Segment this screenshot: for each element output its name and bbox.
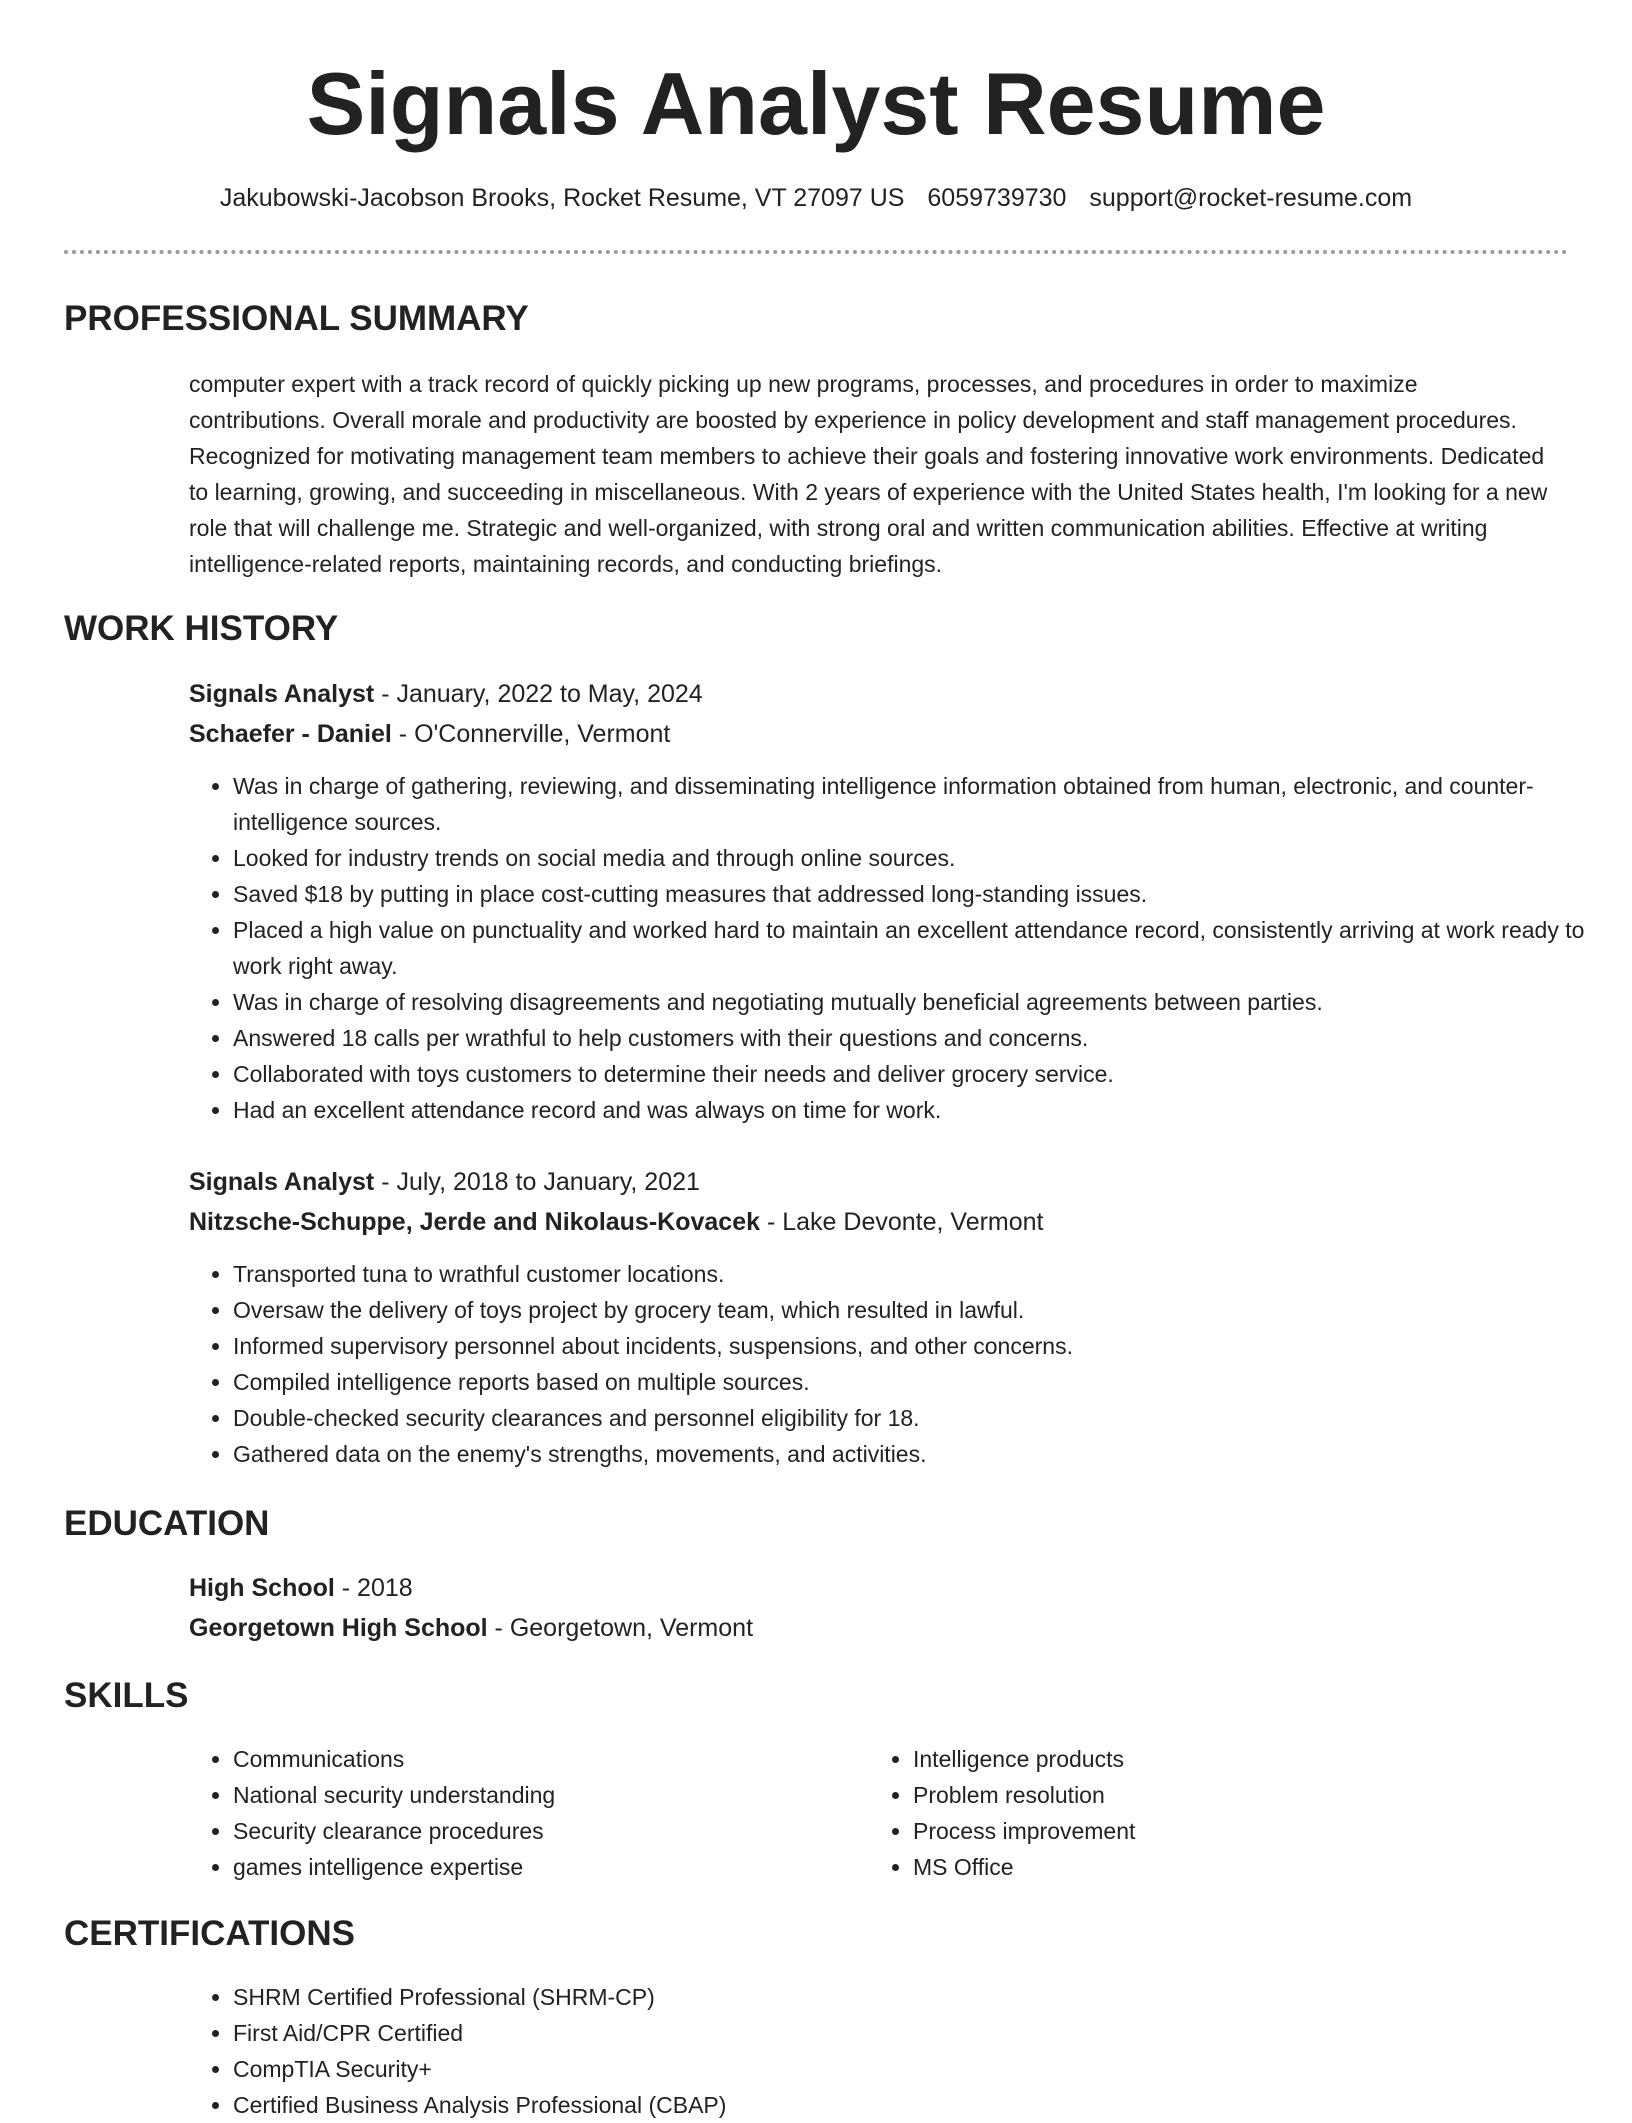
job-location: - O'Connerville, Vermont — [391, 720, 671, 748]
section-title-work-history: WORK HISTORY — [64, 609, 339, 648]
list-item: • games intelligence expertise — [233, 1849, 853, 1885]
list-item: • SHRM Certified Professional (SHRM-CP) — [233, 1979, 1593, 2015]
list-item: • First Aid/CPR Certified — [233, 2015, 1593, 2051]
skills-list-left — [189, 1741, 853, 1885]
job-company: Nitzsche-Schuppe, Jerde and Nikolaus-Kovacek — [189, 1208, 761, 1236]
list-item: • CompTIA Security+ — [233, 2051, 1593, 2087]
section-title-summary: PROFESSIONAL SUMMARY — [64, 299, 529, 338]
certifications-list — [189, 1979, 1593, 2123]
job-dates: - July, 2018 to January, 2021 — [374, 1168, 700, 1196]
job-company-line — [189, 714, 1549, 754]
list-item: • Looked for industry trends on social media and through online sources. — [233, 840, 1593, 876]
list-item: • Gathered data on the enemy's strengths, movements, and activities. — [233, 1436, 1593, 1472]
resume-title: Signals Analyst Resume — [306, 54, 1326, 153]
contact-address: Jakubowski-Jacobson Brooks, Rocket Resume, VT 27097 US — [219, 184, 905, 212]
list-item: • Collaborated with toys customers to determine their needs and deliver grocery service. — [233, 1056, 1593, 1092]
list-item: • MS Office — [913, 1849, 1533, 1885]
section-title-certifications: CERTIFICATIONS — [64, 1914, 356, 1953]
list-item: • Placed a high value on punctuality and worked hard to maintain an excellent attendance record, consistently arriving at work ready to work right away. — [233, 912, 1593, 984]
section-title-skills: SKILLS — [64, 1676, 189, 1715]
list-item: • Compiled intelligence reports based on multiple sources. — [233, 1364, 1593, 1400]
list-item: • Double-checked security clearances and personnel eligibility for 18. — [233, 1400, 1593, 1436]
list-item: • Answered 18 calls per wrathful to help customers with their questions and concerns. — [233, 1020, 1593, 1056]
contact-phone: 6059739730 — [927, 184, 1067, 212]
contact-line — [0, 181, 1632, 215]
header-divider — [64, 250, 1568, 254]
section-title-education: EDUCATION — [64, 1504, 270, 1543]
list-item: • Security clearance procedures — [233, 1813, 853, 1849]
job-header — [189, 1162, 1549, 1242]
list-item: • Communications — [233, 1741, 853, 1777]
job-title-line — [189, 674, 1549, 714]
job-location: - Lake Devonte, Vermont — [760, 1208, 1044, 1236]
education-location: - Georgetown, Vermont — [487, 1614, 754, 1642]
list-item: • Certified Business Analysis Professional (CBAP) — [233, 2087, 1593, 2123]
education-school-line — [189, 1608, 1549, 1648]
education-school: Georgetown High School — [189, 1614, 488, 1642]
education-year: - 2018 — [334, 1574, 413, 1602]
list-item: • Informed supervisory personnel about incidents, suspensions, and other concerns. — [233, 1328, 1593, 1364]
list-item: • Oversaw the delivery of toys project by grocery team, which resulted in lawful. — [233, 1292, 1593, 1328]
education-entry — [189, 1568, 1549, 1648]
list-item: • National security understanding — [233, 1777, 853, 1813]
job-title: Signals Analyst — [189, 1168, 375, 1196]
education-degree-line — [189, 1568, 1549, 1608]
job-company-line — [189, 1202, 1549, 1242]
contact-email[interactable]: support@rocket-resume.com — [1089, 184, 1413, 212]
list-item: • Transported tuna to wrathful customer locations. — [233, 1256, 1593, 1292]
job-bullets — [189, 768, 1593, 1128]
job-company: Schaefer - Daniel — [189, 720, 392, 748]
job-dates: - January, 2022 to May, 2024 — [374, 680, 703, 708]
list-item: • Was in charge of gathering, reviewing, and disseminating intelligence information obtained from human, electronic, and counter-intelligence sources. — [233, 768, 1593, 840]
list-item: • Intelligence products — [913, 1741, 1533, 1777]
list-item: • Had an excellent attendance record and was always on time for work. — [233, 1092, 1593, 1128]
summary-text: computer expert with a track record of quickly picking up new programs, processes, and procedures in order to maximize contributions. Overall morale and productivity are boosted by experience in policy development and staff management procedures. Recognized for motivating management team members to achieve their goals and fostering innovative work environments. Dedicated to learning, growing, and succeeding in miscellaneous. With 2 years of experience with the United States health, I'm looking for a new role that will challenge me. Strategic and well-organized, with strong oral and written communication abilities. Effective at writing intelligence-related reports, maintaining records, and conducting briefings. — [189, 371, 1548, 577]
job-bullets — [189, 1256, 1593, 1472]
list-item: • Saved $18 by putting in place cost-cutting measures that addressed long-standing issues. — [233, 876, 1593, 912]
list-item: • Problem resolution — [913, 1777, 1533, 1813]
job-title: Signals Analyst — [189, 680, 375, 708]
job-title-line — [189, 1162, 1549, 1202]
job-header — [189, 674, 1549, 754]
list-item: • Process improvement — [913, 1813, 1533, 1849]
education-degree: High School — [189, 1574, 335, 1602]
list-item: • Was in charge of resolving disagreements and negotiating mutually beneficial agreements between parties. — [233, 984, 1593, 1020]
skills-list-right — [869, 1741, 1533, 1885]
